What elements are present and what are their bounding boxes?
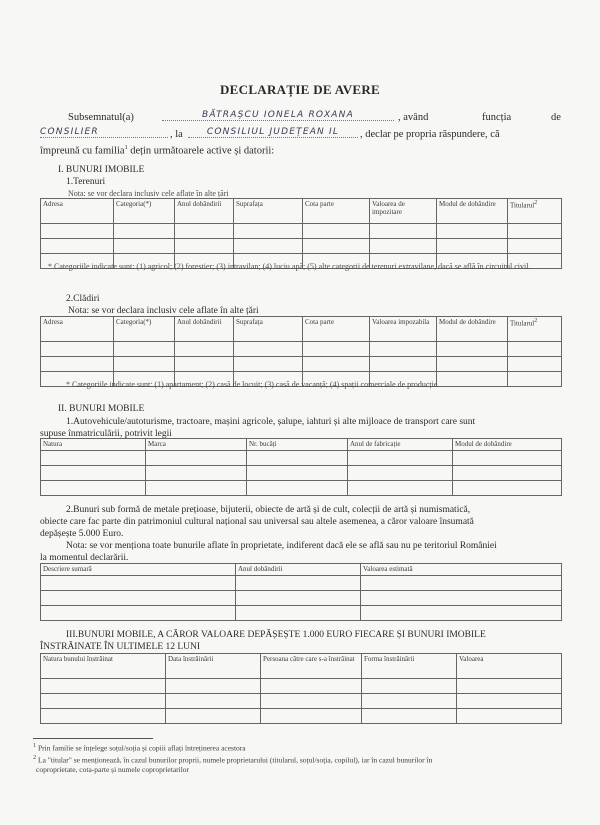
intro-familia: împreună cu familia xyxy=(40,145,125,157)
intro-functia: funcția xyxy=(482,112,512,123)
table-header-row xyxy=(41,439,562,451)
table-row[interactable] xyxy=(41,679,562,694)
intro-line3 xyxy=(40,145,274,157)
footnote-ref-1: 1 xyxy=(124,145,128,151)
col-modul-dobandire: Modul de dobândire xyxy=(453,439,562,451)
institution-field[interactable]: CONSILIUL JUDEȚEAN IL xyxy=(188,127,358,138)
col-nr-bucati: Nr. bucăți xyxy=(247,439,348,451)
auto-line-2: supuse înmatriculării, potrivit legii xyxy=(40,429,172,439)
col-valoarea: Valoarea de impozitare xyxy=(370,199,437,224)
col-adresa: Adresa xyxy=(41,317,114,342)
cladiri-heading: 2.Clădiri xyxy=(66,294,100,304)
table-row[interactable] xyxy=(41,466,562,481)
col-cota: Cota parte xyxy=(303,199,370,224)
table-row[interactable] xyxy=(41,239,562,254)
terenuri-nota: Nota: se vor declara inclusiv cele aflate în alte țări xyxy=(68,189,229,198)
footnote-1-text: Prin familie se înțelege soțul/soția și copiii aflați întreținerea acestora xyxy=(38,743,246,753)
table-row[interactable] xyxy=(41,591,562,606)
table-row[interactable] xyxy=(41,606,562,621)
footnote-2-mark: 2 xyxy=(33,754,37,761)
intro-declar: , declar pe propria răspundere, că xyxy=(360,129,500,140)
autovehicule-table xyxy=(40,438,562,496)
col-anul: Anul dobândirii xyxy=(175,317,234,342)
terenuri-heading: 1.Terenuri xyxy=(66,177,106,187)
table-row[interactable] xyxy=(41,224,562,239)
intro-la: , la xyxy=(170,129,183,140)
col-cota: Cota parte xyxy=(303,317,370,342)
instrainate-table xyxy=(40,653,562,724)
col-forma: Forma înstrăinării xyxy=(362,654,457,679)
col-suprafata: Suprafața xyxy=(234,317,303,342)
function-field[interactable]: CONSILIER xyxy=(40,127,168,138)
col-categoria: Categoria(*) xyxy=(114,199,175,224)
col-anul-fabricatie: Anul de fabricație xyxy=(348,439,453,451)
table-row[interactable] xyxy=(41,694,562,709)
bunuri-nota-2: la momentul declarării. xyxy=(40,553,129,563)
col-natura: Natura xyxy=(41,439,146,451)
table-row[interactable] xyxy=(41,451,562,466)
col-anul-dobandirii: Anul dobândirii xyxy=(236,564,361,576)
col-titularul xyxy=(508,199,562,224)
table-header-row xyxy=(41,317,562,342)
col-titularul-label: Titularul xyxy=(510,201,535,210)
declarant-name-field[interactable]: BĂTRAȘCU IONELA ROXANA xyxy=(162,110,394,121)
col-anul: Anul dobândirii xyxy=(175,199,234,224)
col-valoarea-estimata: Valoarea estimată xyxy=(361,564,562,576)
table-header-row xyxy=(41,654,562,679)
cladiri-footnote: * Categoriile indicate sunt: (1) apartament; (2) casă de locuit; (3) casă de vacanță; (4) spații comerciale de producție. xyxy=(66,380,440,389)
footnote-divider xyxy=(33,738,153,739)
footnote-2 xyxy=(33,754,432,765)
col-marca: Marca xyxy=(146,439,247,451)
col-modul: Modul de dobândire xyxy=(437,199,508,224)
terenuri-table xyxy=(40,198,562,269)
table-row[interactable] xyxy=(41,576,562,591)
col-descriere: Descriere sumară xyxy=(41,564,236,576)
section-3-title-2: ÎNSTRĂINATE ÎN ULTIMELE 12 LUNI xyxy=(40,642,201,652)
intro-line3-rest: dețin următoarele active și datorii: xyxy=(127,145,275,157)
bunuri-line-3: depășește 5.000 Euro. xyxy=(40,529,124,539)
col-adresa: Adresa xyxy=(41,199,114,224)
col-modul: Modul de dobândire xyxy=(437,317,508,342)
col-data-instrainarii: Data înstrăinării xyxy=(166,654,261,679)
cladiri-table xyxy=(40,316,562,387)
bunuri-pretioase-table xyxy=(40,563,562,621)
intro-de: de xyxy=(551,112,561,123)
col-categoria: Categoria(*) xyxy=(114,317,175,342)
bunuri-line-2: obiecte care fac parte din patrimoniul cultural național sau universal sau altele asemenea, a căror valoare însumată xyxy=(40,517,474,527)
footnote-2-cont: coproprietate, cota-parte și numele coproprietarilor xyxy=(36,765,190,774)
auto-line-1: 1.Autovehicule/autoturisme, tractoare, mașini agricole, șalupe, iahturi și alte mijloace de transport care sunt xyxy=(66,417,476,427)
col-titularul-label: Titularul xyxy=(510,319,535,328)
table-row[interactable] xyxy=(41,357,562,372)
footnote-1 xyxy=(33,742,246,753)
footnote-ref-2: 2 xyxy=(534,318,538,324)
bunuri-line-1: 2.Bunuri sub formă de metale prețioase, bijuterii, obiecte de artă și de cult, colecții de artă și numismatică, xyxy=(66,505,471,515)
table-row[interactable] xyxy=(41,709,562,724)
terenuri-footnote: * Categoriile indicate sunt: (1) agricol; (2) forestier; (3) intravilan; (4) luciu apă; (5) alte categorii de terenuri extravilane, dacă se află în circuitul civil. xyxy=(48,262,531,271)
intro-subsemnatul-label: Subsemnatul(a) xyxy=(68,112,134,123)
cladiri-nota: Nota: se vor declara inclusiv cele aflate în alte țări xyxy=(68,306,259,316)
table-header-row xyxy=(41,564,562,576)
table-row[interactable] xyxy=(41,342,562,357)
col-titularul xyxy=(508,317,562,342)
footnote-1-mark: 1 xyxy=(33,742,37,749)
intro-avand: , având xyxy=(398,112,429,123)
col-valoarea: Valoarea xyxy=(457,654,562,679)
section-3-title-1: III.BUNURI MOBILE, A CĂROR VALOARE DEPĂȘEȘTE 1.000 EURO FIECARE ȘI BUNURI IMOBILE xyxy=(66,630,486,640)
section-2-title: II. BUNURI MOBILE xyxy=(58,404,145,414)
footnote-ref-2: 2 xyxy=(534,200,538,206)
col-natura-bunului: Natura bunului înstrăinat xyxy=(41,654,166,679)
table-row[interactable] xyxy=(41,481,562,496)
section-1-title: I. BUNURI IMOBILE xyxy=(58,165,145,175)
document-title: DECLARAȚIE DE AVERE xyxy=(219,82,381,97)
footnote-2-text: La "titular" se menționează, în cazul bunurilor proprii, numele proprietarului (titularul, soțul/soția, copilul), iar în cazul bunurilor în xyxy=(38,755,433,765)
col-persoana: Persoana către care s-a înstrăinat xyxy=(261,654,362,679)
bunuri-nota-1: Nota: se vor menționa toate bunurile aflate în proprietate, indiferent dacă ele se află sau nu pe teritoriul României xyxy=(66,541,497,551)
col-valoarea: Valoarea impozabila xyxy=(370,317,437,342)
col-suprafata: Suprafața xyxy=(234,199,303,224)
table-header-row xyxy=(41,199,562,224)
